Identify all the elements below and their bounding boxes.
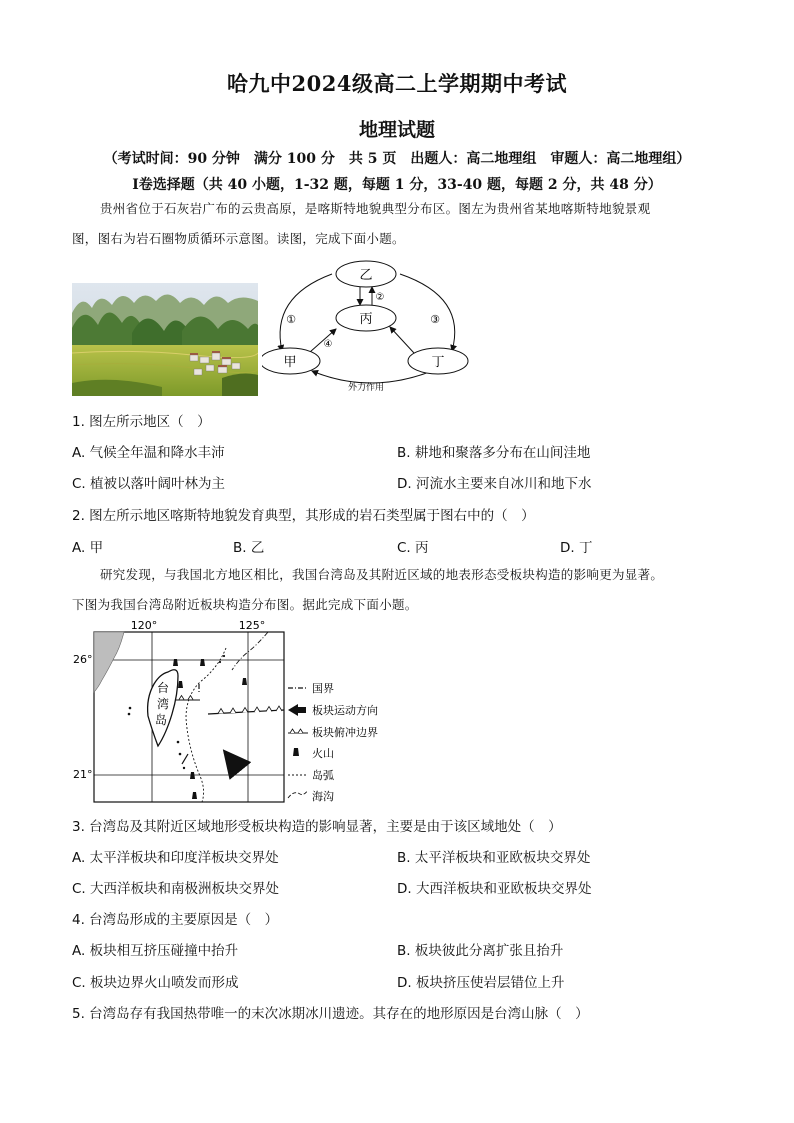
legend-subduction: 板块俯冲边界 — [312, 726, 378, 739]
label-arrow-2: ② — [375, 292, 385, 303]
label-arrow-1: ① — [286, 313, 296, 326]
label-ding: 丁 — [431, 355, 445, 370]
arrow-3 — [400, 274, 455, 351]
question-3-option-d[interactable]: D. 大西洋板块和亚欧板块交界处 — [397, 881, 592, 897]
question-3-stem: 3. 台湾岛及其附近区域地形受板块构造的影响显著，主要是由于该区域地处（ ） — [72, 819, 562, 835]
question-4-option-b[interactable]: B. 板块彼此分离扩张且抬升 — [397, 943, 564, 959]
question-2-option-c[interactable]: C. 丙 — [397, 540, 429, 556]
map-legend — [288, 682, 378, 803]
question-4-option-c[interactable]: C. 板块边界火山喷发而形成 — [72, 975, 239, 991]
question-4-option-d[interactable]: D. 板块挤压使岩层错位上升 — [397, 975, 565, 991]
subject-title: 地理试题 — [358, 119, 435, 141]
exam-info: （考试时间：90 分钟 满分 100 分 共 5 页 出题人：高二地理组 审题人：高二地理组） — [103, 151, 691, 167]
label-tai: 台 — [156, 681, 170, 695]
karst-landscape-photo — [72, 283, 258, 396]
question-2-option-d[interactable]: D. 丁 — [560, 540, 593, 556]
question-2-stem: 2. 图左所示地区喀斯特地貌发育典型，其形成的岩石类型属于图右中的（ ） — [72, 508, 535, 524]
legend-motion: 板块运动方向 — [312, 704, 378, 717]
label-arrow-3: ③ — [430, 313, 440, 326]
section-title: Ⅰ卷选择题（共 40 小题，1-32 题，每题 1 分，33-40 题，每题 2 分，共 48 分） — [132, 177, 662, 193]
question-1-stem: 1. 图左所示地区（ ） — [72, 414, 211, 430]
rock-cycle-diagram — [262, 257, 480, 397]
label-lon-120: 120° — [130, 619, 158, 632]
label-lon-125: 125° — [238, 619, 266, 632]
label-arrow-4: ④ — [323, 339, 333, 350]
map-frame — [94, 632, 284, 802]
question-3-option-c[interactable]: C. 大西洋板块和南极洲板块交界处 — [72, 881, 280, 897]
legend-volcano: 火山 — [312, 747, 334, 760]
question-3-option-a[interactable]: A. 太平洋板块和印度洋板块交界处 — [72, 850, 279, 866]
question-1-option-b[interactable]: B. 耕地和聚落多分布在山间洼地 — [397, 445, 591, 461]
exam-title: 哈九中2024级高二上学期期中考试 — [227, 71, 567, 96]
label-external-force: 外力作用 — [347, 383, 385, 393]
legend-trench: 海沟 — [312, 790, 334, 803]
material-1-line-1: 贵州省位于石灰岩广布的云贵高原，是喀斯特地貌典型分布区。图左为贵州省某地喀斯特地貌景观 — [100, 201, 651, 216]
label-bing: 丙 — [359, 312, 373, 327]
legend-arc: 岛弧 — [312, 769, 334, 782]
question-3-option-b[interactable]: B. 太平洋板块和亚欧板块交界处 — [397, 850, 591, 866]
material-1-line-2: 图，图右为岩石圈物质循环示意图。读图，完成下面小题。 — [72, 231, 405, 246]
label-lat-26: 26° — [73, 653, 93, 666]
label-lat-21: 21° — [73, 768, 93, 781]
material-2-line-1: 研究发现，与我国北方地区相比，我国台湾岛及其附近区域的地表形态受板块构造的影响更为显著。 — [100, 567, 664, 582]
question-2-option-a[interactable]: A. 甲 — [72, 540, 104, 556]
question-2-option-b[interactable]: B. 乙 — [233, 540, 265, 556]
question-1-option-a[interactable]: A. 气候全年温和降水丰沛 — [72, 445, 225, 461]
taiwan-plate-map — [72, 618, 402, 808]
material-2-line-2: 下图为我国台湾岛附近板块构造分布图。据此完成下面小题。 — [72, 597, 418, 612]
label-wan: 湾 — [156, 697, 170, 711]
question-5-stem: 5. 台湾岛存有我国热带唯一的末次冰期冰川遗迹。其存在的地形原因是台湾山脉（ ） — [72, 1006, 589, 1022]
question-4-option-a[interactable]: A. 板块相互挤压碰撞中抬升 — [72, 943, 239, 959]
question-1-option-c[interactable]: C. 植被以落叶阔叶林为主 — [72, 476, 226, 492]
question-1-option-d[interactable]: D. 河流水主要来自冰川和地下水 — [397, 476, 592, 492]
label-jia: 甲 — [283, 355, 297, 370]
label-yi: 乙 — [359, 268, 373, 283]
legend-border: 国界 — [312, 682, 334, 695]
question-4-stem: 4. 台湾岛形成的主要原因是（ ） — [72, 912, 279, 928]
label-dao: 岛 — [154, 713, 168, 727]
arrow-external — [312, 371, 432, 383]
